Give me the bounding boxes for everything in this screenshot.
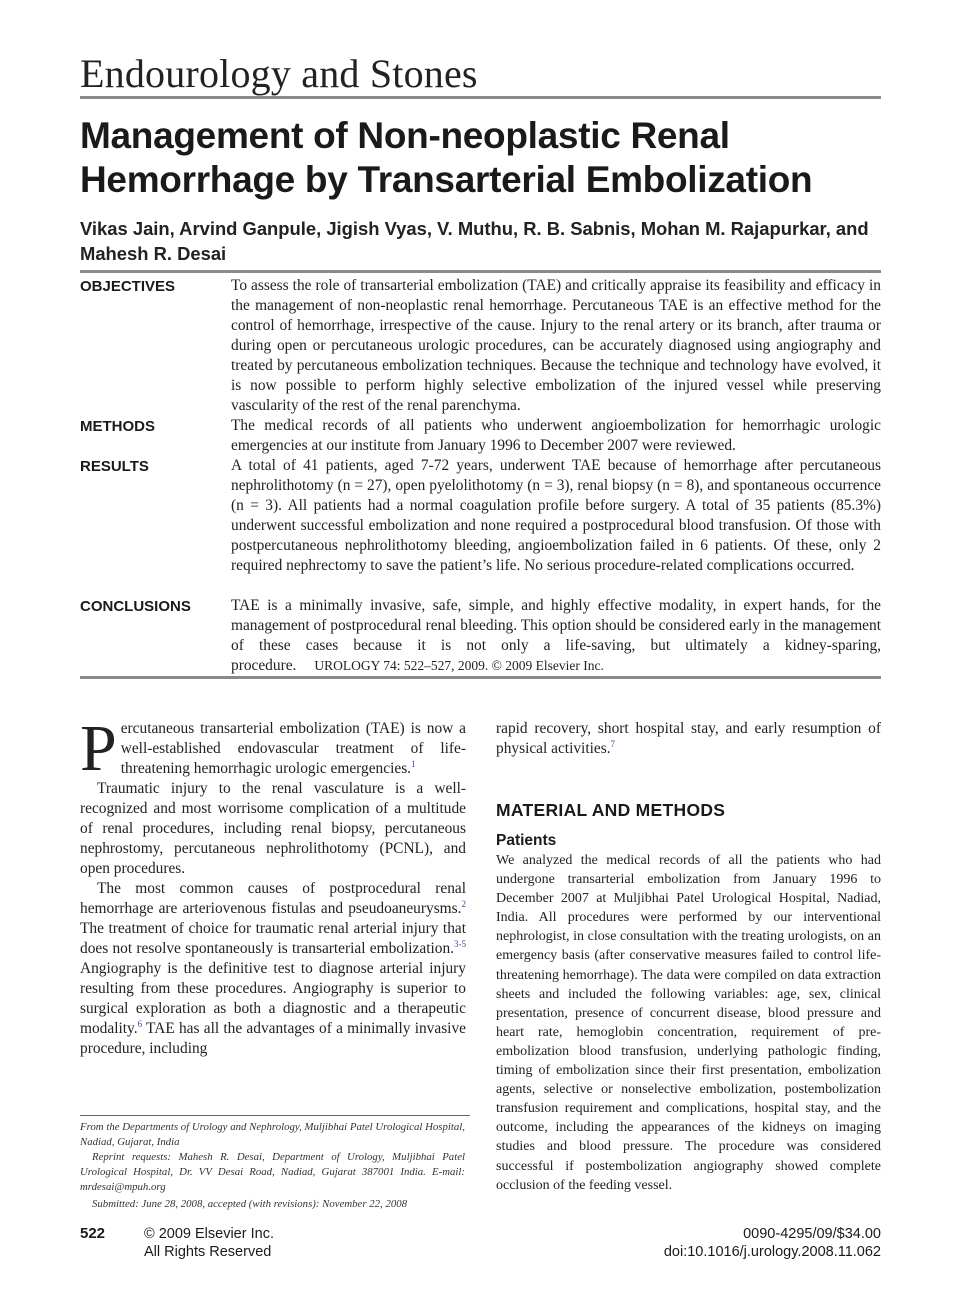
body-text: Angiography is the definitive test to diagnose arterial injury resulting from these procedures. Angiography is superior to surgical exploration as both a diagnostic and a therapeutic modality. — [80, 960, 466, 1037]
results-label: RESULTS — [80, 458, 149, 475]
reference-link[interactable]: 7 — [610, 738, 616, 749]
body-paragraph — [496, 719, 881, 759]
conclusions-body: TAE is a minimally invasive, safe, simple, and highly effective modality, in expert hands, for the management of postprocedural renal bleeding. This option should be considered early in the management of these cases because it is not only a life-saving, but ultimately a kidney-sparing, procedure. — [231, 597, 881, 674]
abstract-top-rule — [80, 270, 881, 273]
body-paragraph: Traumatic injury to the renal vasculature is a well-recognized and most worrisome complication of a multitude of renal procedures, including renal biopsy, percutaneous nephrostomy, percutaneous nephrolithotomy (PCNL), and open procedures. — [80, 780, 466, 877]
results-text: A total of 41 patients, aged 7-72 years, underwent TAE because of hemorrhage after percutaneous nephrolithotomy (n = 27), open pyelolithotomy (n = 3), renal biopsy (n = 8), and spontaneous occurrence (n = 3). All patients had a normal coagulation profile before surgery. A total of 35 patients (85.3%) underwent successful embolization and none required a postprocedural blood transfusion. Of those with postpercutaneous nephrolithotomy bleeding, angioembolization failed in 6 patients. Of these, only 2 required nephrectomy to save the patient’s life. No serious procedure-related complications occurred. — [231, 457, 881, 574]
affiliation-note: From the Departments of Urology and Nephrology, Muljibhai Patel Urological Hospital, Nadiad, Gujarat, India — [80, 1121, 465, 1148]
page-number: 522 — [80, 1225, 106, 1242]
reference-link[interactable]: 1 — [411, 758, 416, 769]
objectives-label: OBJECTIVES — [80, 278, 176, 295]
issn-price: 0090-4295/09/$34.00 — [743, 1226, 881, 1242]
methods-label: METHODS — [80, 418, 155, 435]
intro-paragraph — [80, 712, 466, 785]
body-text: The treatment of choice for traumatic renal arterial injury that does not resolve spontaneously is transarterial embolization. — [80, 920, 466, 957]
drop-cap: P — [80, 712, 117, 785]
body-text: The most common causes of postprocedural renal hemorrhage are arteriovenous fistulas and pseudoaneurysms. — [80, 880, 466, 917]
intro-text: ercutaneous transarterial embolization (TAE) is now a well-established endovascular treatment of life-threatening hemorrhagic urologic emergencies. — [120, 720, 466, 777]
reference-link[interactable]: 3-5 — [454, 938, 466, 949]
copyright: © 2009 Elsevier Inc. — [144, 1226, 274, 1242]
subsection-heading: Patients — [496, 832, 557, 849]
reprint-note: Reprint requests: Mahesh R. Desai, Department of Urology, Muljibhai Patel Urological Hospital, Dr. VV Desai Road, Nadiad, Gujarat 387001 India. E-mail: mrdesai@mpuh.org — [80, 1151, 465, 1193]
methods-text: The medical records of all patients who underwent angioembolization for hemorrhagic urologic emergencies at our institute from January 1996 to December 2007 were reviewed. — [231, 417, 881, 454]
citation: UROLOGY 74: 522–527, 2009. © 2009 Elsevier Inc. — [314, 658, 604, 673]
header-rule — [80, 96, 881, 99]
conclusions-label: CONCLUSIONS — [80, 598, 191, 615]
submission-note: Submitted: June 28, 2008, accepted (with revisions): November 22, 2008 — [92, 1198, 408, 1210]
left-column — [80, 712, 466, 1059]
body-text: rapid recovery, short hospital stay, and early resumption of physical activities. — [496, 720, 881, 757]
reference-link[interactable]: 6 — [137, 1018, 143, 1029]
footnote-rule — [80, 1115, 470, 1116]
doi-link[interactable]: doi:10.1016/j.urology.2008.11.062 — [663, 1244, 881, 1260]
body-text: TAE has all the advantages of a minimally invasive procedure, including — [80, 1020, 466, 1057]
footnotes — [80, 1120, 465, 1212]
conclusions-text — [231, 596, 881, 676]
rights: All Rights Reserved — [144, 1244, 272, 1260]
body-paragraph — [80, 879, 466, 1059]
author-list: Vikas Jain, Arvind Ganpule, Jigish Vyas, V. Muthu, R. B. Sabnis, Mohan M. Rajapurkar, and Mahesh R. Desai — [80, 218, 869, 264]
article-title: Management of Non-neoplastic Renal Hemorrhage by Transarterial Embolization — [80, 115, 813, 200]
abstract-bottom-rule — [80, 676, 881, 679]
journal-section-title: Endourology and Stones — [80, 51, 478, 96]
right-column-top — [496, 719, 881, 759]
section-heading: MATERIAL AND METHODS — [496, 800, 726, 820]
patients-paragraph: We analyzed the medical records of all the patients who had undergone transarterial embolization from January 1996 to December 2007 at Muljibhai Patel Urological Hospital, Nadiad, India. All procedures were performed by our interventional nephrologist, in close consultation with the treating urologists, on an emergency basis (after conservative measures failed to control life-threatening hemorrhage). The data were compiled on data extraction sheets and included the following variables: age, sex, clinical presentation, presence of concurrent disease, blood pressure and heart rate, hemoglobin concentration, requirement of pre-embolization blood transfusion, underlying pathologic finding, timing of embolization since their first presentation, embolization agents, selective or nonselective embolization, postembolization transfusion requirement and complications, hospital stay, and the outcome, including the appearances of the kidneys on imaging studies and blood pressure. The procedure was considered successful if postembolization angiography showed complete occlusion of the feeding vessel. — [496, 853, 881, 1193]
reference-link[interactable]: 2 — [461, 898, 466, 909]
objectives-text: To assess the role of transarterial embolization (TAE) and critically appraise its feasibility and efficacy in the management of non-neoplastic renal hemorrhage. Percutaneous TAE is an effective method for the control of hemorrhage, irrespective of the cause. Injury to the renal artery or its branch, after trauma or during open or percutaneous urologic procedures, can be accurately diagnosed using angiography and treated by percutaneous embolization techniques. Because the technique and technology have evolved, it is now possible to perform highly selective embolization of the injured vessel while preserving vascularity of the rest of the renal parenchyma. — [231, 277, 881, 414]
